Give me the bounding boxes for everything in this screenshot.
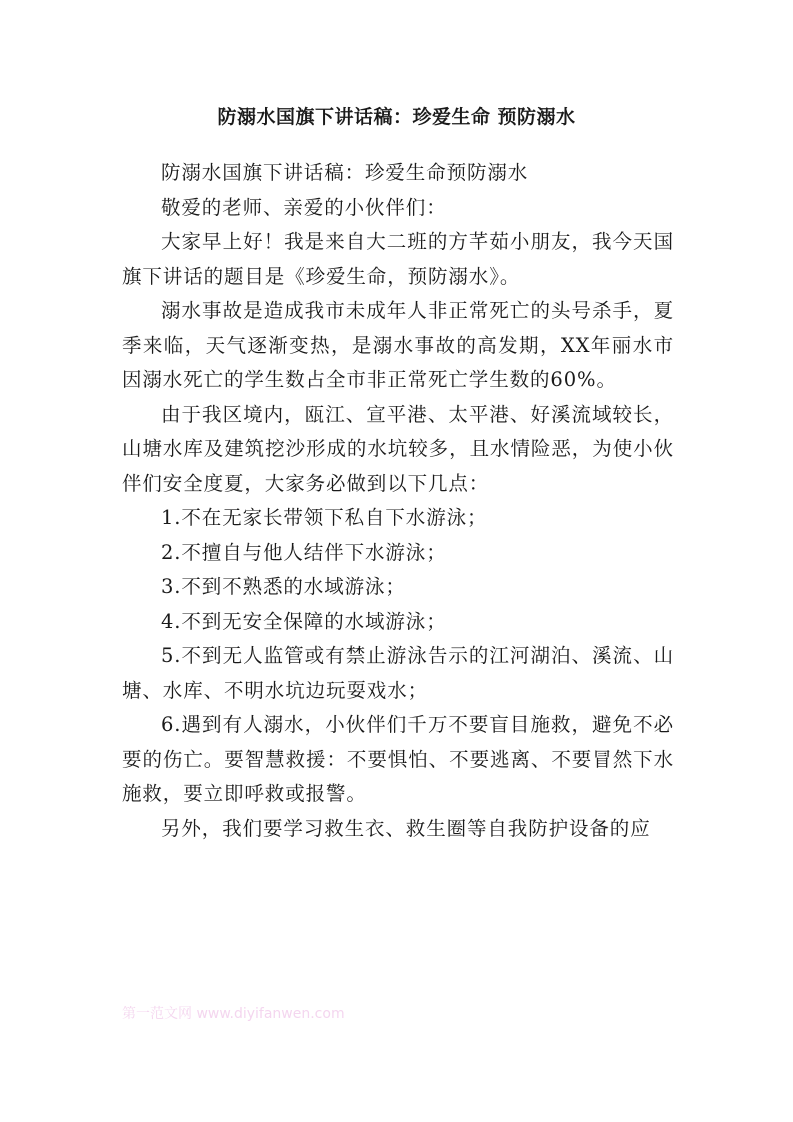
list-item-5: 5.不到无人监管或有禁止游泳告示的江河湖泊、溪流、山塘、水库、不明水坑边玩耍戏水； [122,644,674,702]
document-body [122,156,674,846]
list-item-1: 1.不在无家长带领下私自下水游泳； [161,506,488,529]
list-item-3: 3.不到不熟悉的水域游泳； [161,575,406,598]
list-item-2: 2.不擅自与他人结伴下水游泳； [161,540,447,564]
paragraph-greeting: 敬爱的老师、亲爱的小伙伴们： [161,195,447,219]
list-item-4: 4.不到无安全保障的水域游泳； [161,609,447,633]
faint-watermark-text: 第一范文网 www.diyifanwen.com [122,1006,345,1022]
paragraph-closing: 另外，我们要学习救生衣、救生圈等自我防护设备的应 [161,816,651,840]
list-item-6: 6.遇到有人溺水，小伙伴们千万不要盲目施救，避免不必要的伤亡。要智慧救援：不要惧怕、不要逃离、不要冒然下水施救，要立即呼救或报警。 [122,713,674,805]
paragraph-context: 由于我区境内，瓯江、宣平港、太平港、好溪流域较长，山塘水库及建筑挖沙形成的水坑较多，且水情险恶，为使小伙伴们安全度夏，大家务必做到以下几点： [122,402,674,495]
paragraph-statistics: 溺水事故是造成我市未成年人非正常死亡的头号杀手，夏季来临，天气逐渐变热，是溺水事故的高发期，XX年丽水市因溺水死亡的学生数占全市非正常死亡学生数的60%。 [122,299,674,391]
paragraph-subtitle: 防溺水国旗下讲话稿：珍爱生命预防溺水 [161,161,529,184]
document-title: 防溺水国旗下讲话稿：珍爱生命 预防溺水 [217,106,576,128]
paragraph-intro: 大家早上好！我是来自大二班的方芊茹小朋友，我今天国旗下讲话的题目是《珍爱生命，预防溺水》。 [122,230,674,288]
